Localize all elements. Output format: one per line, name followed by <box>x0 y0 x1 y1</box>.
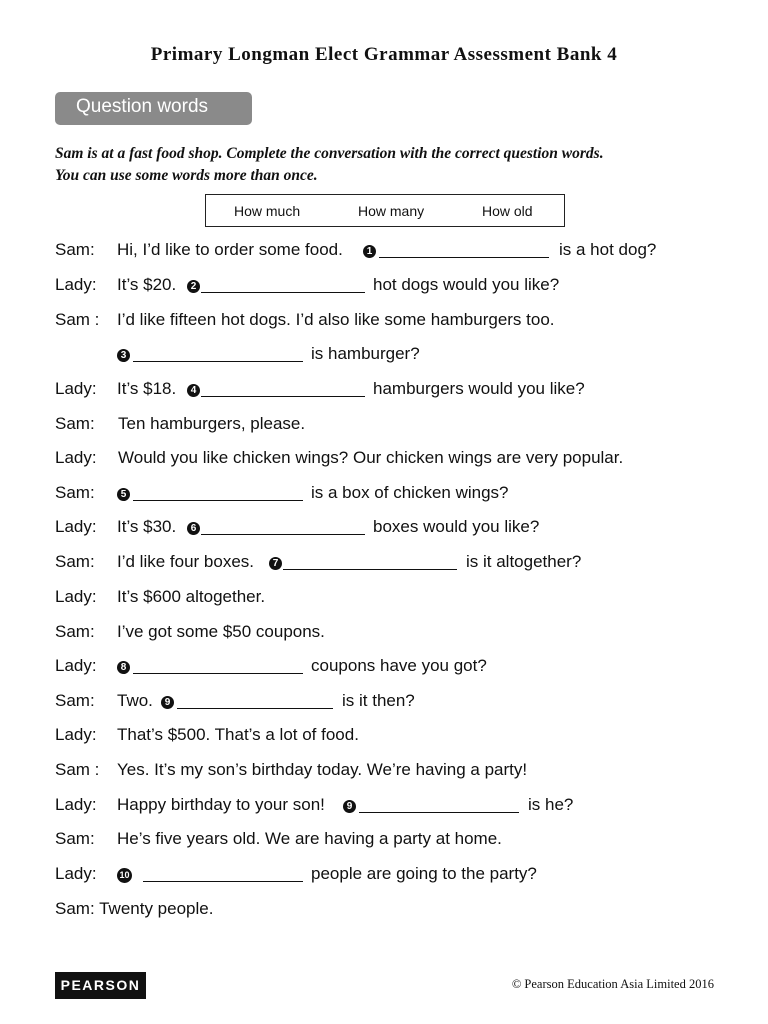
line-text: Happy birthday to your son! <box>117 795 325 814</box>
question-number-7 <box>269 550 282 574</box>
question-number-9 <box>161 689 174 713</box>
line-text: Would you like chicken wings? Our chicken wings are very popular. <box>118 448 624 467</box>
speaker: Sam: <box>55 622 95 641</box>
instructions-line-1: Sam is at a fast food shop. Complete the conversation with the correct question words. <box>55 145 604 162</box>
speaker: Lady: <box>55 587 97 606</box>
line-text-after: is a box of chicken wings? <box>311 483 509 502</box>
speaker: Lady: <box>55 656 97 675</box>
question-number-2 <box>187 273 200 297</box>
word-box <box>205 194 565 227</box>
number-badge: 6 <box>187 522 200 535</box>
line-text: I’ve got some $50 coupons. <box>117 622 325 641</box>
question-number-6 <box>187 515 200 539</box>
line-text: It’s $30. <box>117 517 177 536</box>
question-number-8 <box>117 654 130 678</box>
speaker: Sam: <box>55 829 95 848</box>
line-text: It’s $20. <box>117 275 177 294</box>
answer-blank-2[interactable] <box>201 276 365 293</box>
line-text-after: is he? <box>528 795 574 814</box>
speaker: Sam: Twenty people. <box>55 899 214 918</box>
speaker: Lady: <box>55 448 97 467</box>
question-number-4 <box>187 377 200 401</box>
number-badge: 10 <box>117 868 132 883</box>
line-text: It’s $18. <box>117 379 177 398</box>
instructions <box>55 143 735 187</box>
line-text-after: coupons have you got? <box>311 656 487 675</box>
number-badge: 9 <box>343 800 356 813</box>
line-text-after: hamburgers would you like? <box>373 379 585 398</box>
line-text-after: is hamburger? <box>311 344 420 363</box>
speaker: Lady: <box>55 725 97 744</box>
speaker: Lady: <box>55 379 97 398</box>
speaker: Lady: <box>55 275 97 294</box>
speaker: Sam: <box>55 552 95 571</box>
line-text: I’d like fifteen hot dogs. I’d also like some hamburgers too. <box>117 310 555 329</box>
line-text: Yes. It’s my son’s birthday today. We’re having a party! <box>117 760 528 779</box>
speaker: Lady: <box>55 864 97 883</box>
answer-blank-9b[interactable] <box>359 796 519 813</box>
line-text: I’d like four boxes. <box>117 552 255 571</box>
line-text: It’s $600 altogether. <box>117 587 266 606</box>
answer-blank-4[interactable] <box>201 380 365 397</box>
line-text-after: is it altogether? <box>466 552 582 571</box>
number-badge: 4 <box>187 384 200 397</box>
line-text-after: is a hot dog? <box>559 240 657 259</box>
answer-blank-1[interactable] <box>379 241 549 258</box>
speaker: Lady: <box>55 517 97 536</box>
line-text-after: hot dogs would you like? <box>373 275 560 294</box>
line-text: He’s five years old. We are having a party at home. <box>117 829 502 848</box>
speaker: Sam: <box>55 483 95 502</box>
line-text: Ten hamburgers, please. <box>118 414 306 433</box>
answer-blank-6[interactable] <box>201 518 365 535</box>
number-badge: 5 <box>117 488 130 501</box>
instructions-line-2: You can use some words more than once. <box>55 167 318 184</box>
question-number-1 <box>363 238 376 262</box>
word-option-how-much: How much <box>234 203 301 219</box>
number-badge: 7 <box>269 557 282 570</box>
answer-blank-5[interactable] <box>133 484 303 501</box>
question-number-5 <box>117 481 130 505</box>
number-badge: 1 <box>363 245 376 258</box>
number-badge: 9 <box>161 696 174 709</box>
answer-blank-10[interactable] <box>143 865 303 882</box>
number-badge: 2 <box>187 280 200 293</box>
copyright-notice: © Pearson Education Asia Limited 2016 <box>511 977 714 991</box>
speaker: Lady: <box>55 795 97 814</box>
speaker: Sam: <box>55 240 95 259</box>
answer-blank-9[interactable] <box>177 692 333 709</box>
speaker: Sam : <box>55 760 100 779</box>
answer-blank-7[interactable] <box>283 553 457 570</box>
line-text: Hi, I’d like to order some food. <box>117 240 343 259</box>
speaker: Sam: <box>55 691 95 710</box>
speaker: Sam: <box>55 414 95 433</box>
section-heading: Question words <box>55 92 252 125</box>
answer-blank-8[interactable] <box>133 657 303 674</box>
speaker: Sam : <box>55 310 100 329</box>
line-text: Two. <box>117 691 153 710</box>
number-badge: 3 <box>117 349 130 362</box>
line-text-after: is it then? <box>342 691 415 710</box>
question-number-10 <box>117 862 132 886</box>
question-number-3 <box>117 342 130 366</box>
word-option-how-many: How many <box>358 203 425 219</box>
answer-blank-3[interactable] <box>133 345 303 362</box>
page-title: Primary Longman Elect Grammar Assessment Bank 4 <box>150 44 618 65</box>
question-number-9b <box>343 793 356 817</box>
line-text-after: boxes would you like? <box>373 517 540 536</box>
pearson-logo: PEARSON <box>55 972 146 999</box>
word-option-how-old: How old <box>482 203 533 219</box>
line-text: That’s $500. That’s a lot of food. <box>117 725 359 744</box>
line-text-after: people are going to the party? <box>311 864 537 883</box>
number-badge: 8 <box>117 661 130 674</box>
